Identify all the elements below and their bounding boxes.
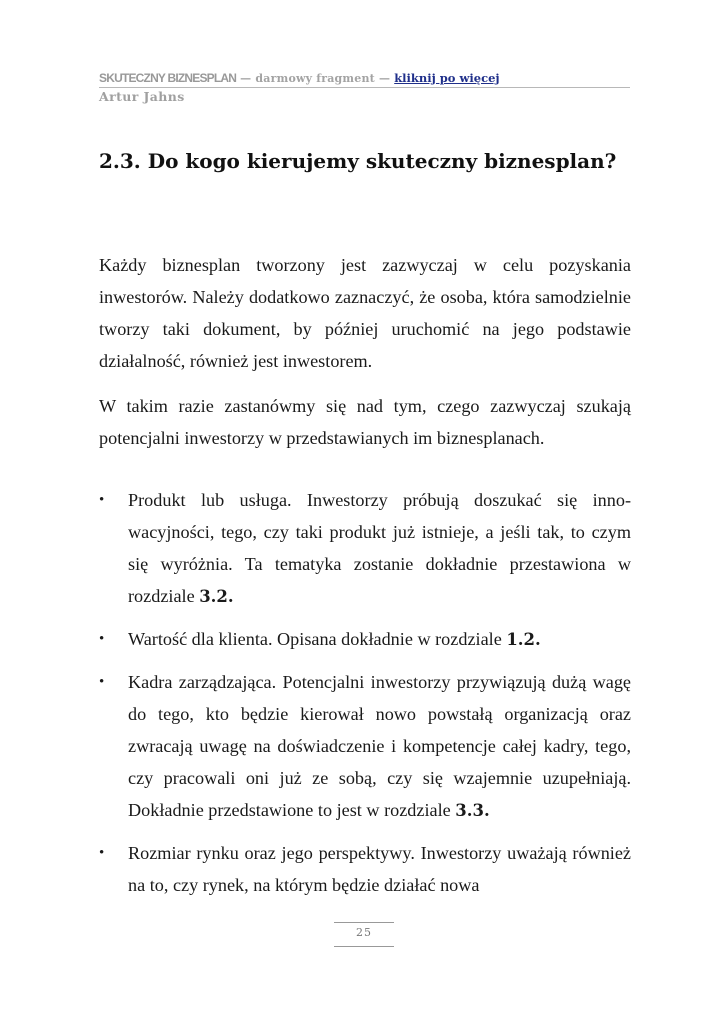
running-header — [99, 71, 630, 88]
header-separator: — — [374, 72, 395, 85]
list-item — [99, 666, 631, 827]
list-item-text: Kadra zarządzająca. Potencjalni inwestorzy przywiązują dużą wagę do tego, kto będzie kierował nowo powstałą organizacją oraz zwracają uwagę na doświadczenie i kompetencje całej kadry, tego, czy pracowali oni już ze sobą, czy się wzajemnie uzupełniają. Dokładnie przedstawione to jest w rozdziale — [128, 672, 631, 820]
chapter-reference: 3.2. — [199, 587, 234, 606]
list-item-text: Rozmiar rynku oraz jego perspektywy. Inwestorzy uważają również na to, czy rynek, na którym będzie działać nowa — [128, 843, 631, 895]
bullet-icon: • — [99, 631, 105, 647]
bullet-list — [99, 484, 631, 911]
more-link[interactable]: kliknij po więcej — [394, 71, 500, 85]
list-item — [99, 623, 631, 656]
footer-divider — [334, 922, 394, 923]
free-fragment-label: darmowy fragment — [255, 72, 375, 85]
list-item — [99, 484, 631, 613]
footer-divider — [334, 946, 394, 947]
list-item-text: Wartość dla klienta. Opisana dokładnie w rozdziale — [128, 629, 507, 649]
bullet-icon: • — [99, 845, 105, 861]
header-separator: — — [236, 72, 256, 85]
brand-title: SKUTECZNY BIZNESPLAN — [99, 71, 237, 85]
list-item — [99, 837, 631, 901]
chapter-reference: 1.2. — [506, 630, 541, 649]
section-heading: 2.3. Do kogo kierujemy skuteczny biznesplan? — [99, 149, 617, 173]
chapter-reference: 3.3. — [455, 801, 490, 820]
author-name: Artur Jahns — [99, 89, 185, 104]
bullet-icon: • — [99, 492, 105, 508]
paragraph: W takim razie zastanówmy się nad tym, czego zazwyczaj szukają potencjalni inwestorzy w przedstawianych im biznesplanach. — [99, 396, 631, 448]
page-number: 25 — [356, 926, 372, 939]
list-item-text: Produkt lub usługa. Inwestorzy próbują doszukać się innowacyjności, tego, czy taki produkt już istnieje, a jeśli tak, to czym się wyróżnia. Ta tematyka zostanie dokładnie przestawiona w rozdziale — [128, 490, 631, 606]
bullet-icon: • — [99, 674, 105, 690]
paragraph: Każdy biznesplan tworzony jest zazwyczaj w celu pozyskania inwestorów. Należy dodatkowo zaznaczyć, że osoba, która samodzielnie tworzy taki dokument, by później uruchomić na jego podstawie działalność, również jest inwestorem. — [99, 255, 631, 371]
